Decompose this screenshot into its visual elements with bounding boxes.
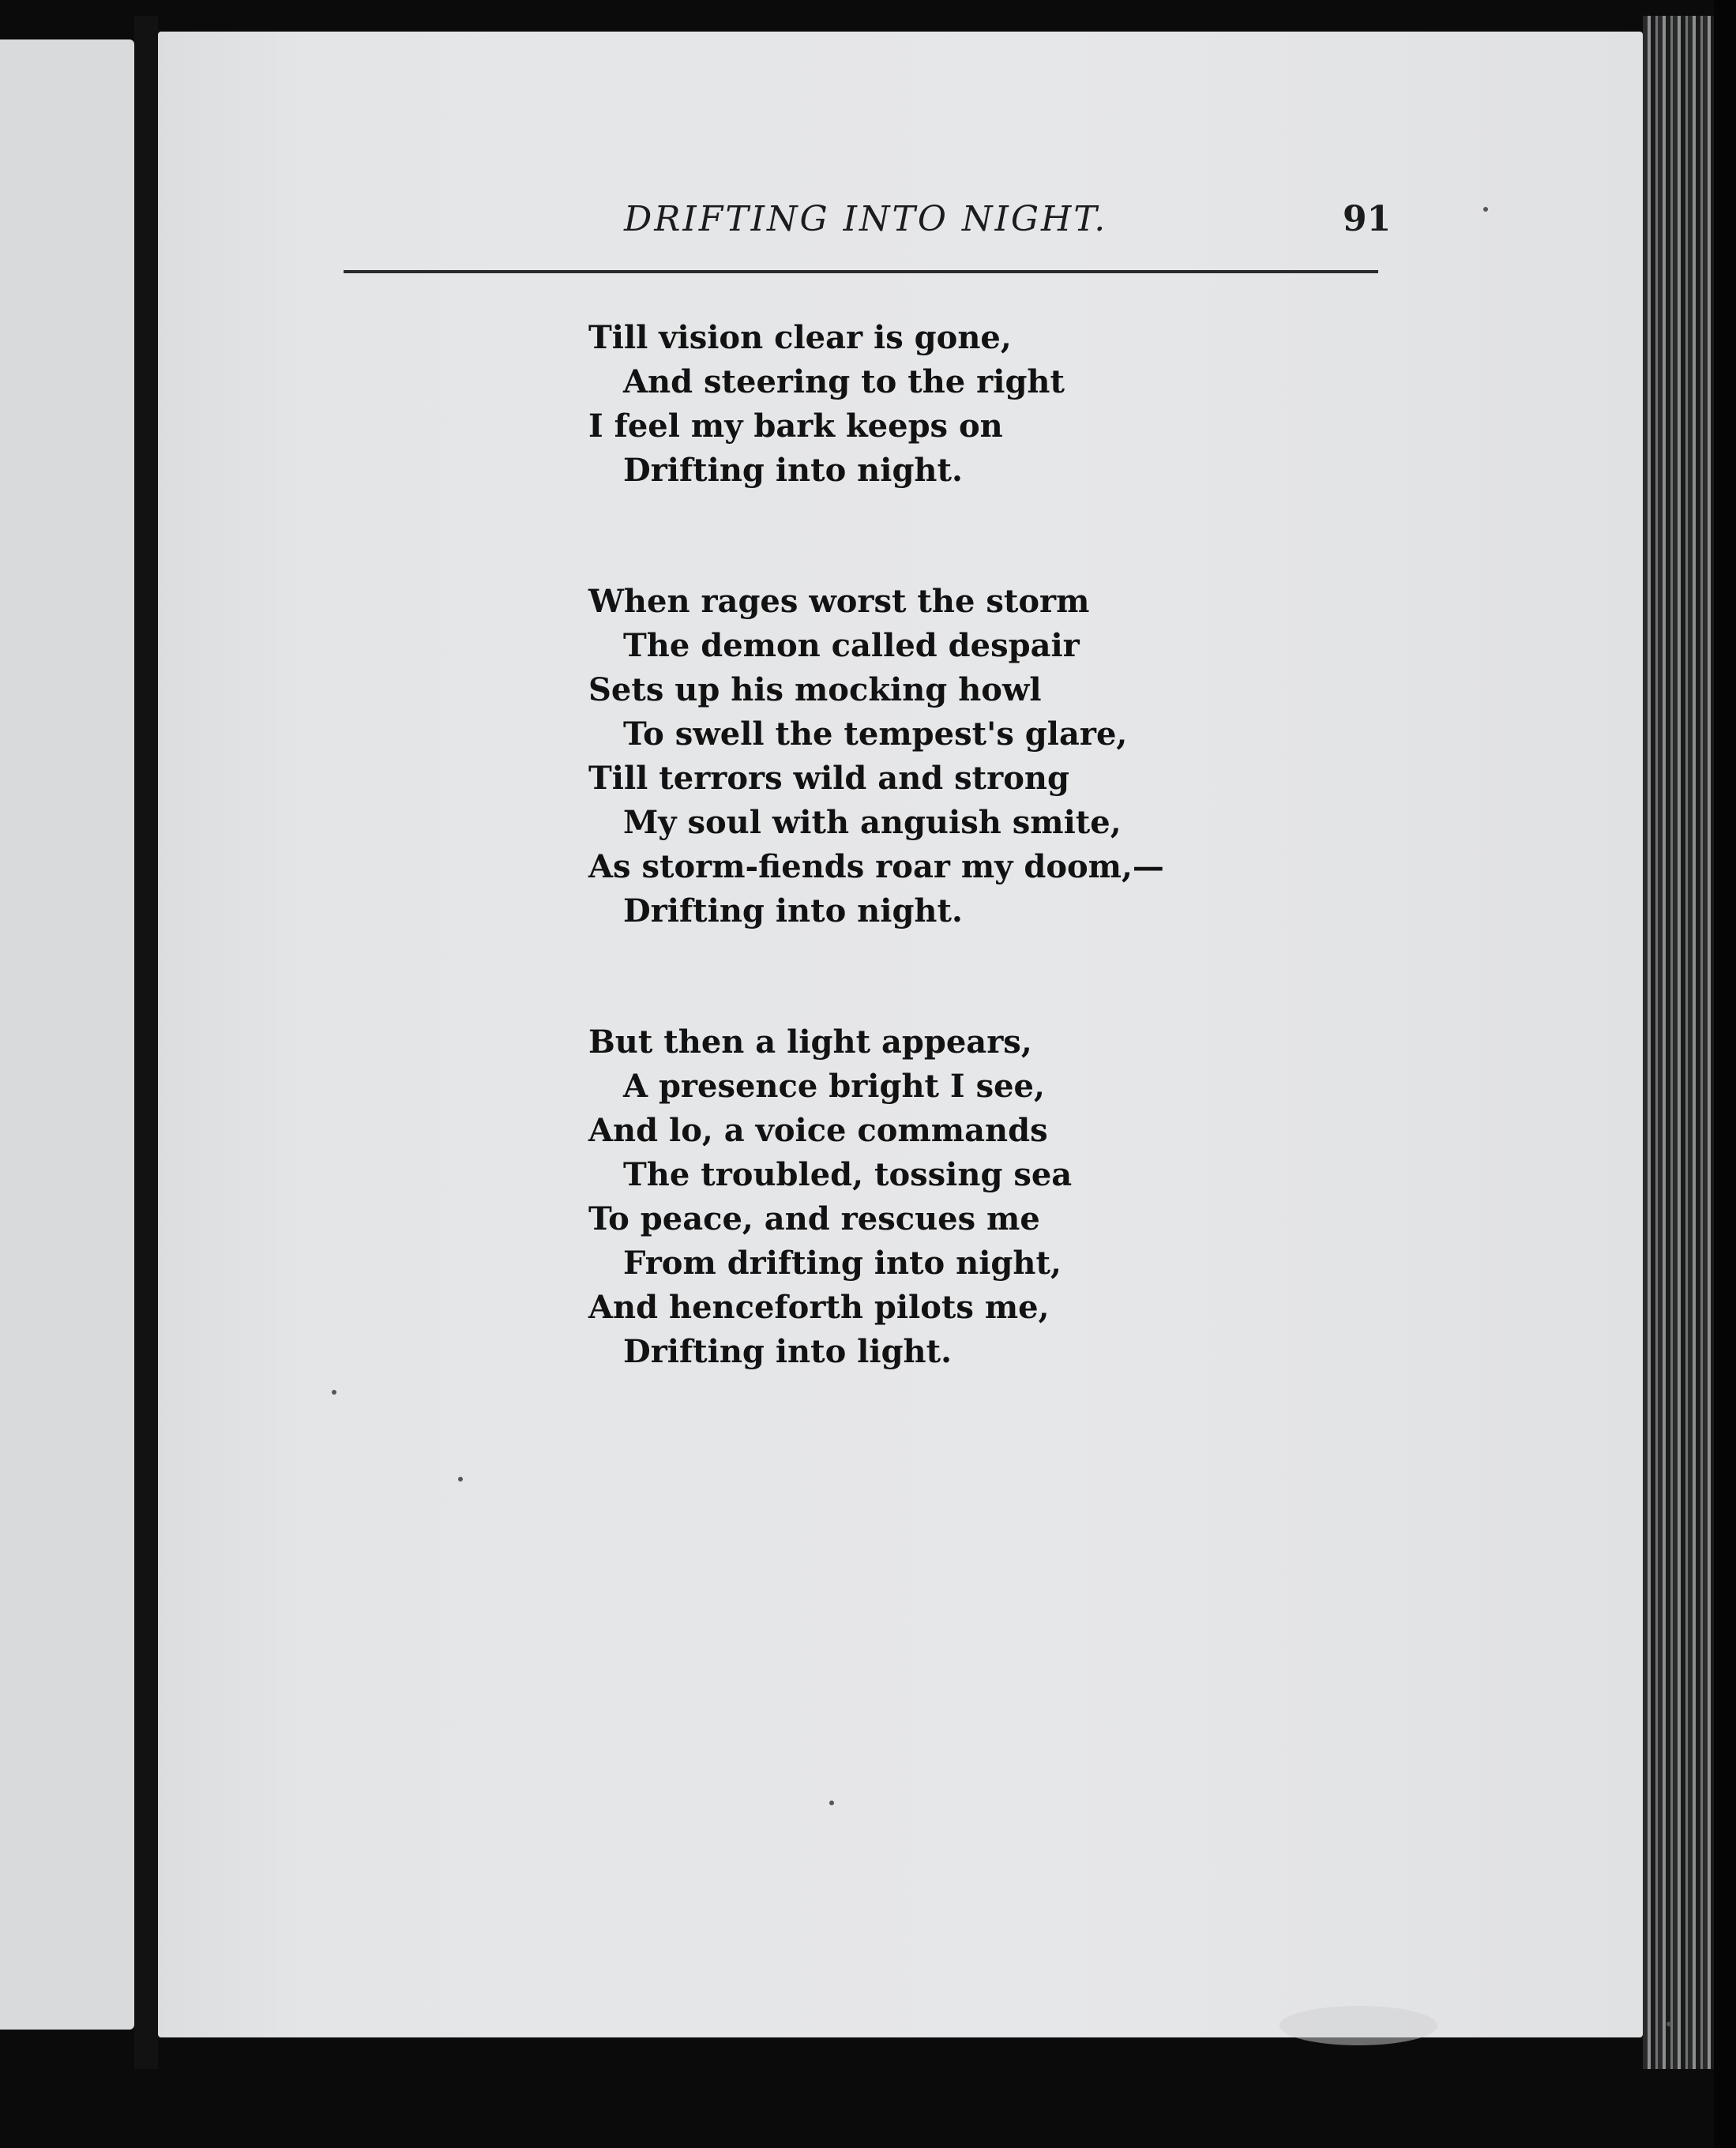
poem-line: Till terrors wild and strong	[588, 760, 1069, 797]
poem-line: And steering to the right	[623, 363, 1065, 400]
poem-line: And henceforth pilots me,	[588, 1289, 1050, 1326]
dust-speck	[1483, 207, 1488, 212]
poem-line: But then a light appears,	[588, 1023, 1032, 1061]
page-smudge	[1279, 2006, 1437, 2045]
poem-line: Drifting into night.	[623, 892, 963, 929]
poem-line: Drifting into light.	[623, 1333, 953, 1370]
poem-line: As storm-fiends roar my doom,—	[588, 848, 1164, 885]
book-gutter	[134, 16, 158, 2069]
right-shadow	[1714, 0, 1736, 2148]
dust-speck	[458, 1477, 463, 1481]
stanza	[588, 316, 1457, 493]
stanza	[588, 580, 1457, 933]
poem-line: Sets up his mocking howl	[588, 671, 1042, 708]
poem-line: When rages worst the storm	[588, 583, 1090, 620]
poem-line: Drifting into night.	[623, 452, 963, 489]
poem-line: Till vision clear is gone,	[588, 319, 1012, 356]
poem-line: The demon called despair	[623, 627, 1080, 664]
poem-line: I feel my bark keeps on	[588, 407, 1003, 445]
dust-speck	[829, 1801, 834, 1805]
poem-line: To peace, and rescues me	[588, 1200, 1040, 1237]
facing-page-edge	[0, 39, 134, 2030]
header-rule	[344, 270, 1378, 273]
stanza	[588, 1020, 1457, 1374]
poem-line: The troubled, tossing sea	[623, 1156, 1073, 1193]
dust-speck	[1666, 2022, 1671, 2026]
poem-body	[588, 316, 1457, 1461]
poem-line: From drifting into night,	[623, 1245, 1062, 1282]
dust-speck	[332, 1390, 336, 1395]
poem-line: My soul with anguish smite,	[623, 804, 1122, 841]
poem-line: A presence bright I see,	[623, 1068, 1045, 1105]
poem-line: And lo, a voice commands	[588, 1112, 1048, 1149]
poem-line: To swell the tempest's glare,	[623, 715, 1128, 753]
page-number: 91	[1343, 199, 1392, 239]
running-head: DRIFTING INTO NIGHT.	[624, 199, 1108, 239]
page-edges	[1643, 16, 1714, 2069]
